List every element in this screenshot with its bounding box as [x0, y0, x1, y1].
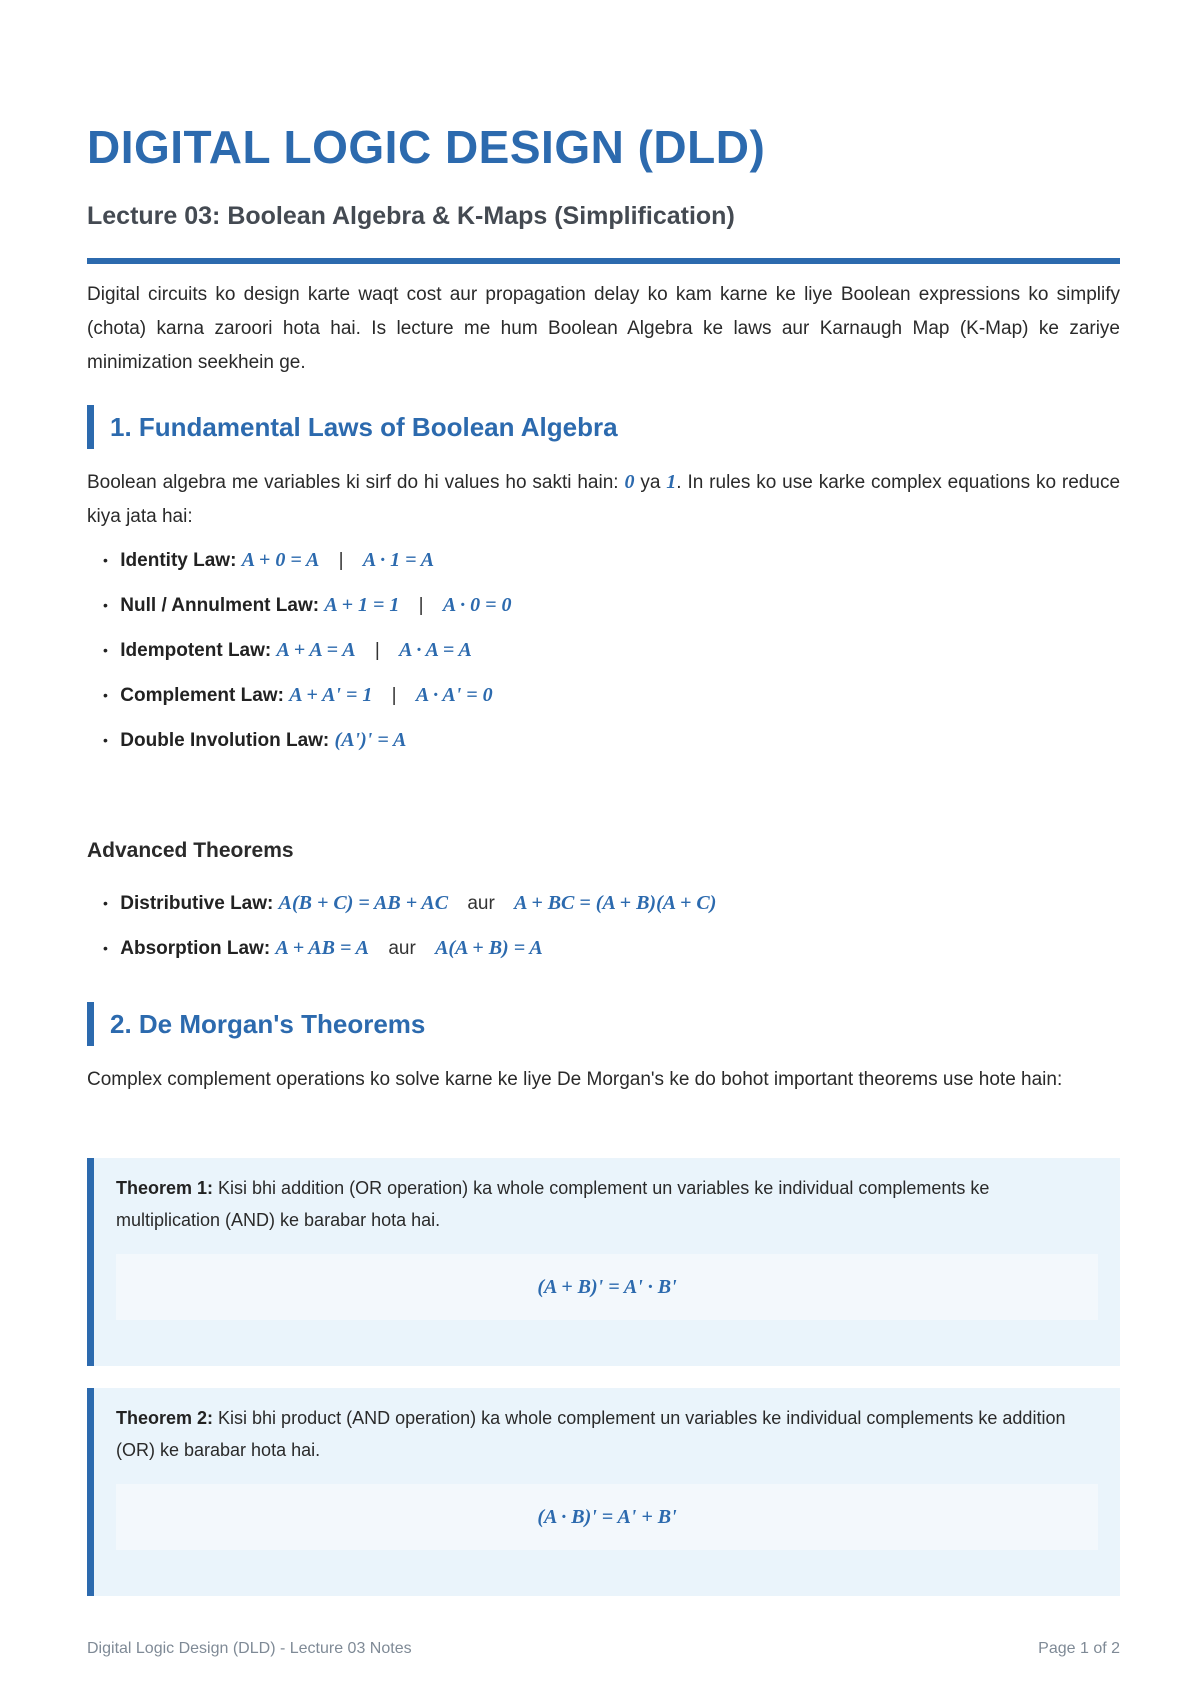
- section-1-intro-ya: ya: [634, 472, 667, 493]
- law-name: Idempotent Law:: [120, 640, 272, 661]
- theorem-description: Kisi bhi addition (OR operation) ka whole complement un variables ke individual complements ke multiplication (AND) ke barabar hota hai.: [116, 1178, 990, 1230]
- section-1-intro: [87, 465, 1120, 534]
- law-formula: A(A + B) = A: [435, 937, 543, 959]
- law-formula: A + 1 = 1: [324, 594, 400, 616]
- law-name: Distributive Law:: [120, 893, 274, 914]
- theorem-label: Theorem 1:: [116, 1178, 214, 1198]
- law-formula: A + 0 = A: [241, 549, 320, 571]
- law-conjunction: aur: [388, 938, 416, 959]
- law-separator: |: [338, 550, 344, 571]
- theorem-formula: (A + B)' = A' · B': [537, 1276, 677, 1298]
- theorem-1-formula-box: [116, 1254, 1098, 1320]
- section-2-heading: 2. De Morgan's Theorems: [87, 1002, 1120, 1046]
- law-name: Double Involution Law:: [120, 730, 330, 751]
- value-zero: 0: [624, 471, 635, 493]
- section-1-heading: 1. Fundamental Laws of Boolean Algebra: [87, 405, 1120, 449]
- bullet-icon: •: [103, 895, 108, 911]
- law-name: Absorption Law:: [120, 938, 271, 959]
- section-2-intro: Complex complement operations ko solve karne ke liye De Morgan's ke do bohot important theorems use hote hain:: [87, 1069, 1063, 1090]
- law-identity: [103, 543, 512, 588]
- law-formula: A + BC = (A + B)(A + C): [514, 892, 717, 914]
- law-name: Complement Law:: [120, 685, 284, 706]
- theorem-label: Theorem 2:: [116, 1408, 214, 1428]
- law-formula: A(B + C) = AB + AC: [278, 892, 449, 914]
- law-name: Null / Annulment Law:: [120, 595, 320, 616]
- footer-title: Digital Logic Design (DLD) - Lecture 03 Notes: [87, 1640, 412, 1657]
- law-distributive: [103, 886, 716, 931]
- theorem-1-box: [87, 1158, 1120, 1366]
- section-1-intro-b: . In rules ko use karke complex equations ko reduce kiya jata hai:: [87, 472, 1121, 527]
- bullet-icon: •: [103, 732, 108, 748]
- bullet-icon: •: [103, 552, 108, 568]
- law-idempotent: [103, 633, 512, 678]
- law-complement: [103, 678, 512, 723]
- law-formula: A + A = A: [276, 639, 356, 661]
- law-formula: A · A = A: [399, 639, 472, 661]
- law-separator: |: [391, 685, 397, 706]
- fundamental-laws-list: [103, 543, 512, 768]
- bullet-icon: •: [103, 940, 108, 956]
- advanced-theorems-heading: Advanced Theorems: [87, 839, 294, 862]
- header-divider: [87, 258, 1120, 264]
- law-null: [103, 588, 512, 633]
- law-formula: A + AB = A: [275, 937, 370, 959]
- law-formula: A + A' = 1: [289, 684, 373, 706]
- theorem-formula: (A · B)' = A' + B': [537, 1506, 677, 1528]
- section-1-intro-a: Boolean algebra me variables ki sirf do hi values ho sakti hain:: [87, 472, 625, 493]
- bullet-icon: •: [103, 642, 108, 658]
- page-number: Page 1 of 2: [1038, 1640, 1120, 1657]
- bullet-icon: •: [103, 687, 108, 703]
- theorem-2-box: [87, 1388, 1120, 1596]
- law-absorption: [103, 931, 716, 976]
- theorem-description: Kisi bhi product (AND operation) ka whole complement un variables ke individual complements ke addition (OR) ke barabar hota hai.: [116, 1408, 1066, 1460]
- theorem-2-text: [116, 1402, 1098, 1466]
- law-formula: A · A' = 0: [415, 684, 493, 706]
- law-double-involution: [103, 723, 512, 768]
- advanced-theorems-list: [103, 886, 716, 976]
- law-formula: (A')' = A: [334, 729, 407, 751]
- theorem-1-text: [116, 1172, 1098, 1236]
- law-separator: |: [418, 595, 424, 616]
- law-conjunction: aur: [467, 893, 495, 914]
- law-name: Identity Law:: [120, 550, 237, 571]
- document-subtitle: Lecture 03: Boolean Algebra & K-Maps (Simplification): [87, 202, 735, 230]
- intro-paragraph: Digital circuits ko design karte waqt cost aur propagation delay ko kam karne ke liye Boolean expressions ko simplify (chota) karna zaroori hota hai. Is lecture me hum Boolean Algebra ke laws aur Karnaugh Map (K-Map) ke zariye minimization seekhein ge.: [87, 284, 1120, 373]
- law-formula: A · 0 = 0: [442, 594, 512, 616]
- law-separator: |: [374, 640, 380, 661]
- theorem-2-formula-box: [116, 1484, 1098, 1550]
- law-formula: A · 1 = A: [362, 549, 435, 571]
- value-one: 1: [666, 471, 677, 493]
- bullet-icon: •: [103, 597, 108, 613]
- document-title: DIGITAL LOGIC DESIGN (DLD): [87, 121, 766, 173]
